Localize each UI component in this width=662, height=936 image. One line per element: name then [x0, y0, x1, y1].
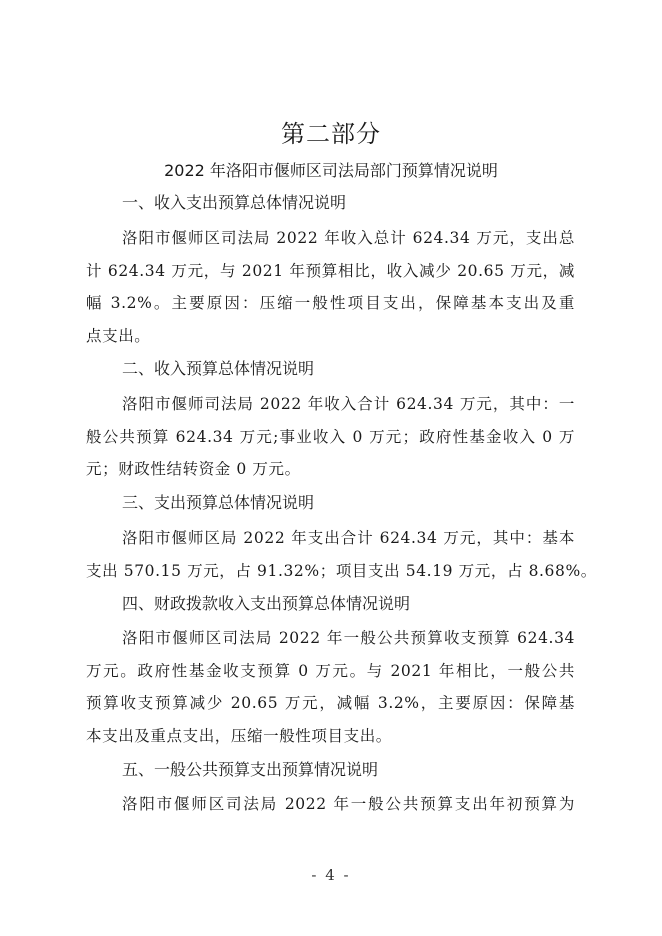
paragraph-line: 般公共预算 624.34 万元;事业收入 0 万元；政府性基金收入 0 万 — [86, 427, 575, 446]
section-heading-2: 二、收入预算总体情况说明 — [122, 359, 315, 378]
paragraph-line: 计 624.34 万元，与 2021 年预算相比，收入减少 20.65 万元，减 — [86, 261, 575, 280]
section-heading-5: 五、一般公共预算支出预算情况说明 — [122, 760, 379, 779]
section-paragraph-4 — [86, 622, 575, 752]
section-paragraph-5 — [86, 788, 575, 821]
paragraph-line: 预算收支预算减少 20.65 万元，减幅 3.2%，主要原因：保障基 — [86, 694, 575, 712]
paragraph-line: 洛阳市偃师区司法局 2022 年一般公共预算支出年初预算为 — [122, 795, 575, 813]
paragraph-line: 本支出及重点支出，压缩一般性项目支出。 — [86, 726, 392, 745]
paragraph-line: 点支出。 — [86, 326, 151, 345]
paragraph-line: 元；财政性结转资金 0 万元。 — [86, 460, 301, 478]
page-number: - 4 - — [311, 866, 351, 884]
part-title: 第二部分 — [281, 120, 381, 148]
section-heading-3: 三、支出预算总体情况说明 — [122, 493, 315, 512]
paragraph-line: 支出 570.15 万元，占 91.32%；项目支出 54.19 万元，占 8.68%。 — [86, 561, 597, 580]
paragraph-line: 洛阳市偃师区局 2022 年支出合计 624.34 万元，其中：基本 — [122, 529, 575, 547]
section-heading-1: 一、收入支出预算总体情况说明 — [122, 193, 347, 212]
paragraph-line: 幅 3.2%。主要原因：压缩一般性项目支出，保障基本支出及重 — [86, 294, 575, 312]
paragraph-line: 洛阳市偃师区司法局 2022 年一般公共预算收支预算 624.34 — [122, 629, 575, 647]
section-paragraph-3 — [86, 522, 597, 587]
document-subtitle: 2022 年洛阳市偃师区司法局部门预算情况说明 — [164, 161, 498, 180]
section-heading-4: 四、财政拨款收入支出预算总体情况说明 — [122, 594, 411, 613]
paragraph-line: 洛阳市偃师区司法局 2022 年收入总计 624.34 万元，支出总 — [122, 229, 575, 247]
section-paragraph-2 — [86, 388, 575, 486]
section-paragraph-1 — [86, 222, 575, 352]
paragraph-line: 洛阳市偃师司法局 2022 年收入合计 624.34 万元，其中：一 — [122, 395, 575, 413]
paragraph-line: 万元。政府性基金收支预算 0 万元。与 2021 年相比，一般公共 — [86, 661, 575, 680]
